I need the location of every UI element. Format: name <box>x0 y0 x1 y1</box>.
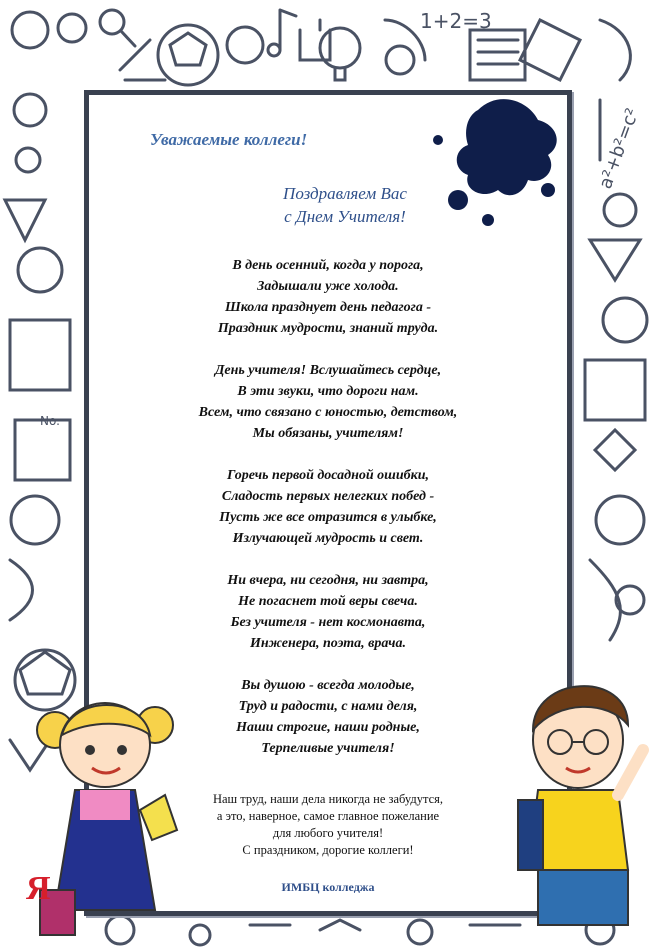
poem-line: В эти звуки, что дороги нам. <box>237 384 419 399</box>
poem-line: Всем, что связано с юностью, детством, <box>198 405 458 420</box>
number-doodle: No. <box>40 414 60 428</box>
equation-doodle: a²+b²=c² <box>594 105 644 192</box>
poem-line: Ни вчера, ни сегодня, ни завтра, <box>227 573 429 588</box>
signature: ИМБЦ колледжа <box>281 880 375 894</box>
poem-line: Вы душою - всегда молодые, <box>241 678 415 693</box>
formula-doodle: 1+2=3 <box>420 9 492 33</box>
poem-stanza <box>84 255 572 339</box>
boy-illustration <box>508 650 658 940</box>
closing-line: а это, наверное, самое главное пожелание <box>216 809 440 823</box>
poem-line: Труд и радости, с нами деля, <box>238 699 418 714</box>
poem-line: Мы обязаны, учителям! <box>252 426 404 441</box>
congrats-line: с Днем Учителя! <box>284 207 406 226</box>
poem-line: Школа празднует день педагога - <box>224 300 431 315</box>
poem-line: Инженера, поэта, врача. <box>249 636 407 651</box>
girl-illustration <box>30 690 180 940</box>
poem-line: Задышали уже холода. <box>257 279 399 294</box>
poem-line: Сладость первых нелегких побед - <box>221 489 435 504</box>
poem-line: В день осенний, когда у порога, <box>232 258 424 273</box>
yandex-logo: Я <box>26 870 51 907</box>
poem-line: Горечь первой досадной ошибки, <box>227 468 429 483</box>
poem-stanza <box>84 465 572 549</box>
closing-line: С праздником, дорогие коллеги! <box>242 843 414 857</box>
poem-stanza <box>84 570 572 654</box>
closing-line: для любого учителя! <box>272 826 384 840</box>
poem-line: Терпеливые учителя! <box>261 741 395 756</box>
congratulations-heading <box>175 182 515 228</box>
greeting-heading: Уважаемые коллеги! <box>150 130 308 149</box>
poem-stanza <box>84 360 572 444</box>
poem-line: Наши строгие, наши родные, <box>236 720 420 735</box>
closing-line: Наш труд, наши дела никогда не забудутся, <box>212 792 444 806</box>
poem-line: Не погаснет той веры свеча. <box>238 594 418 609</box>
congrats-line: Поздравляем Вас <box>283 184 407 203</box>
poem-line: Без учителя - нет космонавта, <box>230 615 426 630</box>
poem-line: Пусть же все отразится в улыбке, <box>219 510 437 525</box>
poem-line: Праздник мудрости, знаний труда. <box>217 321 439 336</box>
poem-line: Излучающей мудрость и свет. <box>232 531 424 546</box>
poem-line: День учителя! Вслушайтесь сердце, <box>214 363 442 378</box>
